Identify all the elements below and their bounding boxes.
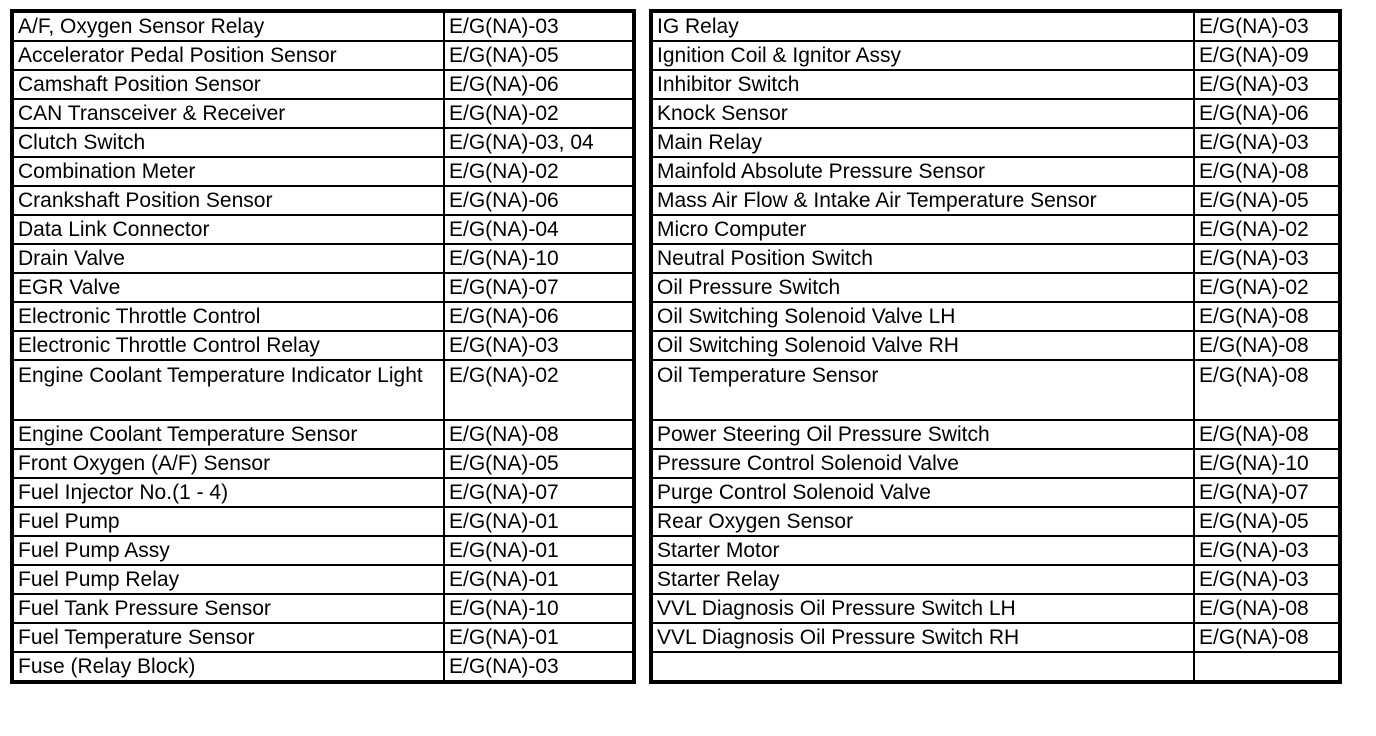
reference-cell: E/G(NA)-03 — [444, 331, 634, 360]
component-name-cell: A/F, Oxygen Sensor Relay — [12, 11, 444, 41]
column-gap — [634, 536, 651, 565]
column-gap — [634, 273, 651, 302]
component-name-cell: Fuel Tank Pressure Sensor — [12, 594, 444, 623]
component-name-cell: Oil Switching Solenoid Valve RH — [651, 331, 1194, 360]
reference-cell: E/G(NA)-07 — [444, 273, 634, 302]
reference-cell: E/G(NA)-08 — [1194, 331, 1340, 360]
component-name-cell: Pressure Control Solenoid Valve — [651, 449, 1194, 478]
component-name-cell: Inhibitor Switch — [651, 70, 1194, 99]
component-name-cell: Combination Meter — [12, 157, 444, 186]
reference-cell: E/G(NA)-05 — [444, 41, 634, 70]
reference-cell: E/G(NA)-01 — [444, 623, 634, 652]
component-name-cell: Front Oxygen (A/F) Sensor — [12, 449, 444, 478]
component-name-cell: Power Steering Oil Pressure Switch — [651, 420, 1194, 449]
column-gap — [634, 449, 651, 478]
reference-cell: E/G(NA)-10 — [444, 244, 634, 273]
component-name-cell: Accelerator Pedal Position Sensor — [12, 41, 444, 70]
table-row — [12, 360, 1340, 420]
column-gap — [634, 478, 651, 507]
component-name-cell: Fuel Temperature Sensor — [12, 623, 444, 652]
column-gap — [634, 128, 651, 157]
component-name-cell: Micro Computer — [651, 215, 1194, 244]
component-name-cell: Rear Oxygen Sensor — [651, 507, 1194, 536]
reference-cell: E/G(NA)-08 — [1194, 594, 1340, 623]
reference-cell: E/G(NA)-02 — [444, 360, 634, 420]
reference-cell: E/G(NA)-06 — [444, 70, 634, 99]
column-gap — [634, 360, 651, 420]
component-name-cell: Fuel Pump Relay — [12, 565, 444, 594]
table-row — [12, 623, 1340, 652]
reference-cell: E/G(NA)-03 — [444, 11, 634, 41]
table-row — [12, 652, 1340, 682]
column-gap — [634, 186, 651, 215]
reference-cell: E/G(NA)-07 — [444, 478, 634, 507]
reference-cell — [1194, 652, 1340, 682]
reference-cell: E/G(NA)-01 — [444, 536, 634, 565]
component-name-cell: Fuse (Relay Block) — [12, 652, 444, 682]
reference-cell: E/G(NA)-06 — [444, 302, 634, 331]
reference-cell: E/G(NA)-02 — [444, 99, 634, 128]
reference-cell: E/G(NA)-08 — [1194, 360, 1340, 420]
component-name-cell: Electronic Throttle Control Relay — [12, 331, 444, 360]
component-name-cell: VVL Diagnosis Oil Pressure Switch LH — [651, 594, 1194, 623]
component-name-cell: Fuel Pump Assy — [12, 536, 444, 565]
column-gap — [634, 331, 651, 360]
component-name-cell: Data Link Connector — [12, 215, 444, 244]
component-name-cell: Main Relay — [651, 128, 1194, 157]
table-row — [12, 302, 1340, 331]
table-row — [12, 507, 1340, 536]
component-name-cell: EGR Valve — [12, 273, 444, 302]
reference-cell: E/G(NA)-08 — [1194, 623, 1340, 652]
table-row — [12, 244, 1340, 273]
reference-cell: E/G(NA)-08 — [444, 420, 634, 449]
column-gap — [634, 623, 651, 652]
component-name-cell: Neutral Position Switch — [651, 244, 1194, 273]
component-name-cell: Electronic Throttle Control — [12, 302, 444, 331]
reference-cell: E/G(NA)-01 — [444, 565, 634, 594]
table-row — [12, 565, 1340, 594]
component-name-cell: Camshaft Position Sensor — [12, 70, 444, 99]
component-name-cell: Engine Coolant Temperature Sensor — [12, 420, 444, 449]
reference-cell: E/G(NA)-03, 04 — [444, 128, 634, 157]
column-gap — [634, 594, 651, 623]
table-row — [12, 331, 1340, 360]
table-row — [12, 70, 1340, 99]
component-name-cell — [651, 652, 1194, 682]
reference-cell: E/G(NA)-10 — [1194, 449, 1340, 478]
component-name-cell: Engine Coolant Temperature Indicator Light — [12, 360, 444, 420]
component-name-cell: Starter Motor — [651, 536, 1194, 565]
reference-cell: E/G(NA)-04 — [444, 215, 634, 244]
table-row — [12, 11, 1340, 41]
table-row — [12, 420, 1340, 449]
column-gap — [634, 302, 651, 331]
table-row — [12, 186, 1340, 215]
reference-cell: E/G(NA)-02 — [1194, 215, 1340, 244]
reference-cell: E/G(NA)-06 — [1194, 99, 1340, 128]
table-row — [12, 99, 1340, 128]
component-name-cell: CAN Transceiver & Receiver — [12, 99, 444, 128]
reference-cell: E/G(NA)-02 — [1194, 273, 1340, 302]
component-name-cell: Fuel Injector No.(1 - 4) — [12, 478, 444, 507]
column-gap — [634, 215, 651, 244]
reference-cell: E/G(NA)-01 — [444, 507, 634, 536]
reference-cell: E/G(NA)-06 — [444, 186, 634, 215]
component-name-cell: Crankshaft Position Sensor — [12, 186, 444, 215]
component-name-cell: Starter Relay — [651, 565, 1194, 594]
table-row — [12, 128, 1340, 157]
reference-cell: E/G(NA)-05 — [444, 449, 634, 478]
reference-cell: E/G(NA)-05 — [1194, 186, 1340, 215]
table-row — [12, 478, 1340, 507]
column-gap — [634, 70, 651, 99]
column-gap — [634, 41, 651, 70]
table-row — [12, 594, 1340, 623]
table-row — [12, 273, 1340, 302]
column-gap — [634, 565, 651, 594]
reference-cell: E/G(NA)-05 — [1194, 507, 1340, 536]
reference-cell: E/G(NA)-10 — [444, 594, 634, 623]
component-name-cell: IG Relay — [651, 11, 1194, 41]
component-index-rows — [12, 11, 1340, 682]
component-name-cell: Mainfold Absolute Pressure Sensor — [651, 157, 1194, 186]
column-gap — [634, 507, 651, 536]
reference-cell: E/G(NA)-08 — [1194, 420, 1340, 449]
component-name-cell: VVL Diagnosis Oil Pressure Switch RH — [651, 623, 1194, 652]
column-gap — [634, 420, 651, 449]
reference-cell: E/G(NA)-08 — [1194, 157, 1340, 186]
component-name-cell: Oil Switching Solenoid Valve LH — [651, 302, 1194, 331]
reference-cell: E/G(NA)-07 — [1194, 478, 1340, 507]
reference-cell: E/G(NA)-08 — [1194, 302, 1340, 331]
table-row — [12, 449, 1340, 478]
table-row — [12, 41, 1340, 70]
component-index-table — [10, 9, 1342, 684]
component-name-cell: Purge Control Solenoid Valve — [651, 478, 1194, 507]
component-name-cell: Oil Temperature Sensor — [651, 360, 1194, 420]
column-gap — [634, 244, 651, 273]
component-name-cell: Clutch Switch — [12, 128, 444, 157]
column-gap — [634, 11, 651, 41]
reference-cell: E/G(NA)-03 — [1194, 11, 1340, 41]
reference-cell: E/G(NA)-03 — [1194, 128, 1340, 157]
component-name-cell: Ignition Coil & Ignitor Assy — [651, 41, 1194, 70]
component-name-cell: Knock Sensor — [651, 99, 1194, 128]
table-row — [12, 536, 1340, 565]
reference-cell: E/G(NA)-03 — [1194, 565, 1340, 594]
column-gap — [634, 652, 651, 682]
component-index-page — [10, 9, 1342, 684]
reference-cell: E/G(NA)-03 — [1194, 536, 1340, 565]
reference-cell: E/G(NA)-03 — [1194, 244, 1340, 273]
component-name-cell: Fuel Pump — [12, 507, 444, 536]
component-name-cell: Drain Valve — [12, 244, 444, 273]
reference-cell: E/G(NA)-03 — [1194, 70, 1340, 99]
column-gap — [634, 99, 651, 128]
reference-cell: E/G(NA)-02 — [444, 157, 634, 186]
component-name-cell: Oil Pressure Switch — [651, 273, 1194, 302]
column-gap — [634, 157, 651, 186]
component-name-cell: Mass Air Flow & Intake Air Temperature Sensor — [651, 186, 1194, 215]
reference-cell: E/G(NA)-03 — [444, 652, 634, 682]
table-row — [12, 215, 1340, 244]
reference-cell: E/G(NA)-09 — [1194, 41, 1340, 70]
table-row — [12, 157, 1340, 186]
